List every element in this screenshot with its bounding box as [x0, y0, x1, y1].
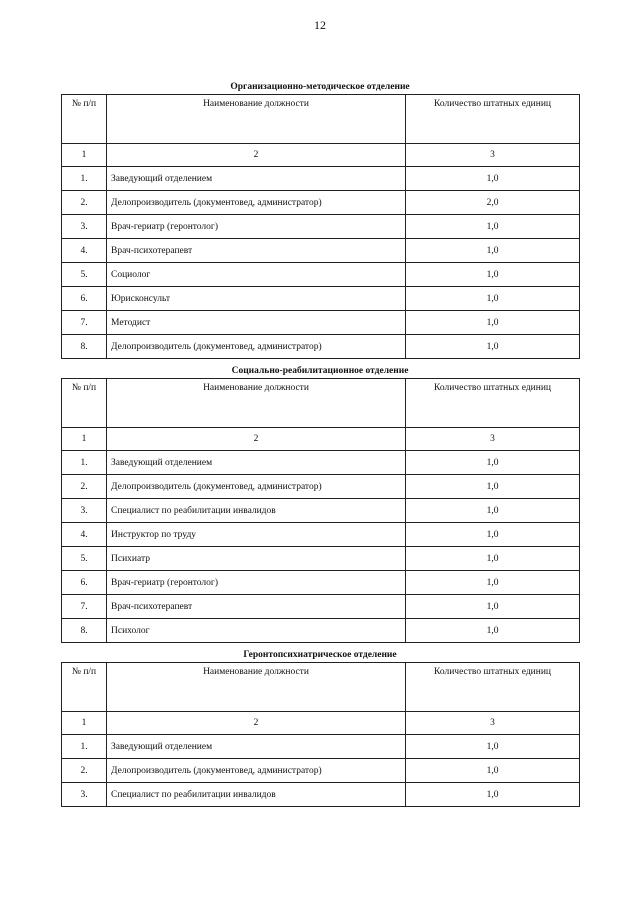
column-index-row — [62, 428, 580, 451]
column-index-row — [62, 144, 580, 167]
staff-count: 1,0 — [406, 523, 580, 547]
position-name: Врач-гериатр (геронтолог) — [107, 215, 406, 239]
table-row — [62, 215, 580, 239]
staff-count: 1,0 — [406, 215, 580, 239]
table-row — [62, 239, 580, 263]
table-row — [62, 263, 580, 287]
position-name: Врач-гериатр (геронтолог) — [107, 571, 406, 595]
position-name: Методист — [107, 311, 406, 335]
column-index: 1 — [62, 712, 107, 735]
table-row — [62, 335, 580, 359]
section-gerontopsychiatric — [61, 648, 579, 807]
position-name: Психиатр — [107, 547, 406, 571]
table-row — [62, 759, 580, 783]
row-number: 3. — [62, 783, 107, 807]
table-header-row — [62, 379, 580, 428]
staff-count: 1,0 — [406, 783, 580, 807]
position-name: Заведующий отделением — [107, 735, 406, 759]
row-number: 5. — [62, 263, 107, 287]
header-num: № п/п — [62, 379, 107, 428]
table-header-row — [62, 95, 580, 144]
table-row — [62, 619, 580, 643]
row-number: 1. — [62, 735, 107, 759]
position-name: Юрисконсульт — [107, 287, 406, 311]
staff-count: 1,0 — [406, 287, 580, 311]
row-number: 2. — [62, 191, 107, 215]
column-index: 3 — [406, 428, 580, 451]
table-row — [62, 735, 580, 759]
row-number: 3. — [62, 499, 107, 523]
position-name: Психолог — [107, 619, 406, 643]
header-num: № п/п — [62, 95, 107, 144]
header-name: Наименование должности — [107, 379, 406, 428]
table-header-row — [62, 663, 580, 712]
staff-count: 1,0 — [406, 735, 580, 759]
section-title: Организационно-методическое отделение — [230, 82, 410, 92]
table-row — [62, 571, 580, 595]
staff-count: 1,0 — [406, 311, 580, 335]
section-title: Геронтопсихиатрическое отделение — [243, 650, 397, 660]
row-number: 2. — [62, 475, 107, 499]
position-name: Делопроизводитель (документовед, администратор) — [107, 335, 406, 359]
column-index: 1 — [62, 144, 107, 167]
column-index: 2 — [107, 428, 406, 451]
staff-count: 1,0 — [406, 475, 580, 499]
column-index: 3 — [406, 144, 580, 167]
position-name: Делопроизводитель (документовед, администратор) — [107, 475, 406, 499]
table-row — [62, 595, 580, 619]
staff-count: 1,0 — [406, 619, 580, 643]
position-name: Специалист по реабилитации инвалидов — [107, 499, 406, 523]
column-index-row — [62, 712, 580, 735]
table-row — [62, 287, 580, 311]
table-row — [62, 451, 580, 475]
section-org-method — [61, 80, 579, 359]
position-name: Делопроизводитель (документовед, администратор) — [107, 191, 406, 215]
staff-count: 1,0 — [406, 499, 580, 523]
position-name: Заведующий отделением — [107, 451, 406, 475]
row-number: 4. — [62, 523, 107, 547]
table-row — [62, 547, 580, 571]
table-row — [62, 475, 580, 499]
row-number: 6. — [62, 287, 107, 311]
row-number: 7. — [62, 311, 107, 335]
position-name: Врач-психотерапевт — [107, 595, 406, 619]
header-name: Наименование должности — [107, 95, 406, 144]
staff-count: 1,0 — [406, 571, 580, 595]
position-name: Социолог — [107, 263, 406, 287]
column-index: 2 — [107, 144, 406, 167]
row-number: 8. — [62, 335, 107, 359]
column-index: 3 — [406, 712, 580, 735]
staff-count: 1,0 — [406, 263, 580, 287]
staff-count: 1,0 — [406, 595, 580, 619]
row-number: 7. — [62, 595, 107, 619]
staff-table — [61, 378, 580, 643]
row-number: 1. — [62, 451, 107, 475]
row-number: 4. — [62, 239, 107, 263]
table-row — [62, 191, 580, 215]
staff-table — [61, 94, 580, 359]
position-name: Врач-психотерапевт — [107, 239, 406, 263]
header-count: Количество штатных единиц — [406, 95, 580, 144]
column-index: 1 — [62, 428, 107, 451]
staff-count: 2,0 — [406, 191, 580, 215]
staff-table — [61, 662, 580, 807]
column-index: 2 — [107, 712, 406, 735]
page-number: 12 — [314, 18, 326, 32]
staff-count: 1,0 — [406, 167, 580, 191]
row-number: 6. — [62, 571, 107, 595]
section-social-rehab — [61, 364, 579, 643]
staff-count: 1,0 — [406, 239, 580, 263]
header-num: № п/п — [62, 663, 107, 712]
position-name: Делопроизводитель (документовед, администратор) — [107, 759, 406, 783]
row-number: 3. — [62, 215, 107, 239]
table-row — [62, 499, 580, 523]
row-number: 8. — [62, 619, 107, 643]
table-row — [62, 523, 580, 547]
table-row — [62, 167, 580, 191]
table-row — [62, 311, 580, 335]
staff-count: 1,0 — [406, 335, 580, 359]
row-number: 2. — [62, 759, 107, 783]
header-count: Количество штатных единиц — [406, 379, 580, 428]
row-number: 1. — [62, 167, 107, 191]
staff-count: 1,0 — [406, 547, 580, 571]
position-name: Заведующий отделением — [107, 167, 406, 191]
staff-count: 1,0 — [406, 451, 580, 475]
position-name: Специалист по реабилитации инвалидов — [107, 783, 406, 807]
staff-count: 1,0 — [406, 759, 580, 783]
section-title: Социально-реабилитационное отделение — [231, 366, 409, 376]
table-row — [62, 783, 580, 807]
header-name: Наименование должности — [107, 663, 406, 712]
position-name: Инструктор по труду — [107, 523, 406, 547]
header-count: Количество штатных единиц — [406, 663, 580, 712]
row-number: 5. — [62, 547, 107, 571]
